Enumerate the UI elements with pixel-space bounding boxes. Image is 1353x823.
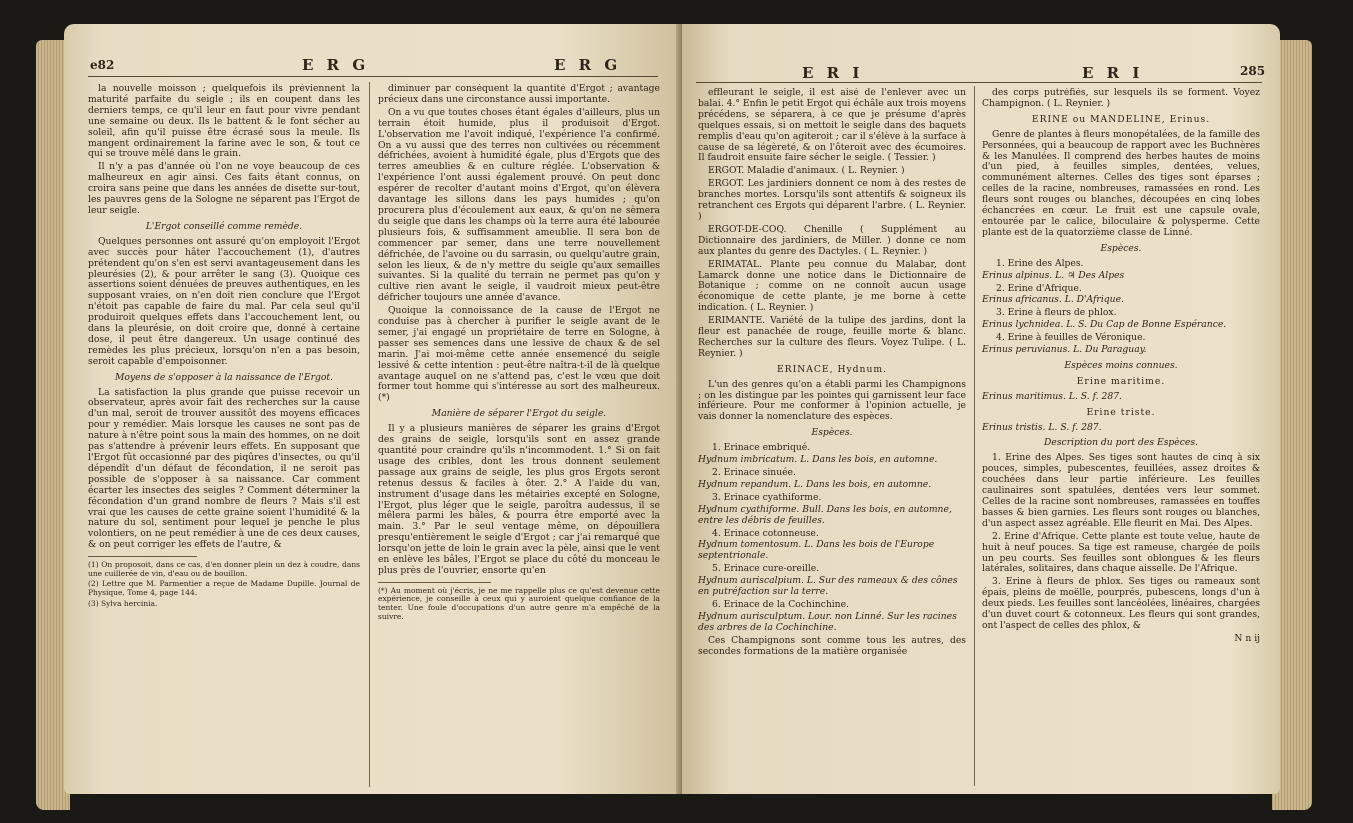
paragraph: ERIMANTE. Variété de la tulipe des jardins, dont la fleur est panachée de rouge, feuille morte & blanc. Recherches sur la culture des fleurs. Voyez Tulipe. ( L. Reynier. ) [698,315,966,359]
paragraph: On a vu que toutes choses étant égales d'ailleurs, plus un terrain étoit humide, plus il produisoit d'Ergot. L'observation me l'avoit indiqué, l'expérience l'a confirmé. On a vu aussi que des terres non cultivées ou récemment défrichées, avoient à humidité égale, plus d'Ergots que des terres ameublies & en culture réglée. L'observation & l'expérience l'ont aussi également prouvé. On peut donc espérer de recolter d'autant moins d'Ergot, qu'on élèvera davantage les sillons dans les pays humides ; qu'on procurera plus d'écoulement aux eaux, & qu'on ne sèmera du seigle que dans les champs où la terre aura été labourée plusieurs fois, & suffisamment ameublie. Il sera bon de commencer par semer, dans une terre nouvellement défrichée, de l'avoine ou du sarrasin, ou quelqu'autre grain, selon les lieux, & de n'y mettre du seigle qu'aux semailles suivantes. Si la qualité du terrain ne permet pas qu'on y cultive rien avant le seigle, il vaudroit mieux peut-être défricher toujours une année d'avance. [378,106,660,304]
species-name: 4. Erine à feuilles de Véronique. [996,332,1146,344]
footnote: (3) Sylva hercinia. [88,598,158,608]
species-latin: Erinus maritimus. L. S. f. 287. [982,390,1122,402]
paragraph: ERGOT. Maladie d'animaux. ( L. Reynier. ) [708,165,905,177]
left-column-2 [378,84,660,789]
right-page-number: 285 [1240,64,1266,78]
footnote-rule [378,582,491,583]
right-head-rule [696,82,1262,83]
paragraph: Ces Champignons sont comme tous les autres, des secondes formations de la matière organisée [698,634,966,657]
species-name: 1. Erinace embriqué. [712,442,811,454]
species-latin: Erinus alpinus. L. ♃ Des Alpes [982,269,1125,281]
paragraph: ERIMATAL. Plante peu connue du Malabar, dont Lamarck donne une notice dans le Dictionnaire de Botanique ; comme on ne connoît aucun usage économique de cette plante, je me borne à cette indication. ( L. Reynier. ) [698,258,966,314]
species-latin: Hydnum auriscalpium. L. Sur des rameaux & des cônes en putréfaction sur la terre. [698,575,958,598]
section-heading: Manière de séparer l'Ergot du seigle. [431,408,607,420]
paragraph: 3. Erine à fleurs de phlox. Ses tiges ou rameaux sont épais, pleins de moëlle, pourprés, pubescens, longs d'un à deux pieds. Les feuilles sont lancéolées, linéaires, chargées d'un duvet court & cotonneux. Les fleurs qui sont grandes, ont l'aspect de celles des phlox, & [982,576,1260,631]
species-name: 4. Erinace cotonneuse. [712,527,819,539]
paragraph: Il y a plusieurs manières de séparer les grains d'Ergot des grains de seigle, lorsqu'ils sont en assez grande quantité pour craindre qu'ils n'incommodent. 1.° Si on fait usage des cribles, dont les trous donnent seulement passage aux grains de seigle, les plus gros Ergots seront retenus dessus & faciles à ôter. 2.° A l'aide du van, instrument d'usage dans les métairies excepté en Sologne, l'Ergot, plus léger que le seigle, paroîtra audessus, il se mêlera parmi les bâles, & pourra être emporté avec la main. 3.° Par le seul ventage même, on dépouillera presqu'entièrement le seigle d'Ergot ; car j'ai remarqué que lorsqu'on jette de loin le grain avec la pèle, ainsi que le vent en enlève les bâles, l'Ergot se place du côté du monceau le plus près de l'ouvrier, ensorte qu'en [378,423,660,576]
footnote-rule [88,556,197,557]
paragraph: Quelques personnes ont assuré qu'on employoit l'Ergot avec succès pour hâter l'accouchement (1), d'autres prétendent qu'on s'en est servi avantageusement dans les pleurésies (2), & pour arrêter le sang (3). Quoique ces assertions soient dénuées de preuves authentiques, en les supposant vraies, on n'en doit rien conclure que l'Ergot n'étoit pas capable de faire du mal. Par cela seul qu'il produiroit quelques effets dans l'accouchement lent, ou dans la pleurésie, on doit croire que, donné à certaine dose, il peut être dangereux. Un usage continué des remèdes les plus précieux, lorsqu'on n'en a pas besoin, seroit capable d'empoisonner. [88,235,360,367]
paragraph: des corps putréfiés, sur lesquels ils se forment. Voyez Champignon. ( L. Reynier. ) [982,88,1260,109]
species-latin: Hydnum imbricatum. L. Dans les bois, en automne. [698,454,938,466]
species-latin: Erinus africanus. L. D'Afrique. [982,294,1124,306]
species-latin: Hydnum cyathiforme. Bull. Dans les bois, en automne, entre les débris de feuilles. [698,503,952,526]
species-name: Erine maritime. [1076,375,1166,387]
species-latin: Erinus peruvianus. L. Du Paraguay. [982,344,1147,356]
right-column-divider [974,86,975,786]
paragraph: 2. Erine d'Afrique. Cette plante est toute velue, haute de huit à neuf pouces. Sa tige est rameuse, chargée de poils un peu courts. Ses feuilles sont oblongues & les fleurs latérales, solitaires, dans chaque aisselle. De l'Afrique. [982,530,1260,575]
species-latin: Erinus lychnidea. L. S. Du Cap de Bonne Espérance. [982,319,1227,331]
species-name: 3. Erinace cyathiforme. [712,491,822,503]
entry-heading: ERINE ou MANDELINE, Erinus. [1031,113,1211,125]
paragraph: la nouvelle moisson ; quelquefois ils préviennent la maturité parfaite du seigle ; ils en coupent dans les derniers temps, ce qu'il leur en faut pour vivre pendant une semaine ou deux. Ils le battent & le font sécher au soleil, afin qu'il puisse être écrasé sous la meule. Ils mangent ordinairement la farine avec le son, & tout ce qui se trouve mêlé dans le grain. [88,84,360,160]
species-name: 1. Erine des Alpes. [996,257,1084,269]
right-column-2 [982,88,1260,788]
paragraph: 1. Erine des Alpes. Ses tiges sont hautes de cinq à six pouces, simples, pubescentes, feuillées, assez droites & couchées dans leur partie inférieure. Les feuilles caulinaires sont spatulées, dentées vers leur sommet. Celles de la racine sont nombreuses, ramassées en touffes basses & bien garnies. Les fleurs sont rouges ou blanches, d'un aspect assez agréable. Elle fleurit en Mai. Des Alpes. [982,452,1260,529]
left-column-1 [88,84,360,789]
species-name: 6. Erinace de la Cochinchine. [712,598,849,610]
description-heading: Description du port des Espèces. [1044,437,1198,449]
species-latin: Hydnum aurisculptum. Lour. non Linné. Sur les racines des arbres de la Cochinchine. [698,610,957,633]
left-running-head-2: E R G [554,56,622,74]
paragraph: La satisfaction la plus grande que puisse recevoir un observateur, après avoir fait des recherches sur la cause d'un mal, seroit de trouver aussitôt des moyens efficaces pour y remédier. Mais lorsque les causes ne sont pas de nature à n'être point sous la main des hommes, on ne doit pas s'attendre à prévenir leurs effets. En supposant que l'Ergot fût occasionné par des piqûres d'insectes, ou qu'il dépendît d'un défaut de fécondation, il ne seroit pas possible de s'opposer à sa naissance. Car comment écarter les insectes des seigles ? Comment déterminer la fécondation d'un grand nombre de fleurs ? Mais s'il est vrai que les causes de cette graine soient l'humidité & la nature du sol, sentiment pour lequel je penche le plus volontiers, on ne peut remédier à une de ces deux causes, & on peut corriger les effets de l'autre, & [88,386,360,551]
left-head-rule [88,76,658,77]
species-latin: Hydnum repandum. L. Dans les bois, en automne. [698,478,932,490]
paragraph: diminuer par conséquent la quantité d'Ergot ; avantage précieux dans une circonstance aussi importante. [378,84,660,105]
paragraph: Quoique la connoissance de la cause de l'Ergot ne conduise pas à chercher à purifier le seigle avant de le semer, j'ai engagé un propriétaire de terre en Sologne, à passer ses semences dans une lessive de chaux & de sel marin. J'ai moi-même cette année ensemencé du seigle lessivé & cette intention : peut-être naîtra-t-il de là quelque avantage auquel on ne s'attend pas, c'est le vœu que doit former tout homme qui s'intéresse au sort des malheureux. (*) [378,305,660,404]
footnote: (*) Au moment où j'écris, je ne me rappelle plus ce qu'est devenue cette expérience, je conseille à ceux qui y auroient quelque confiance de la tenter. Une foule d'occupations d'un autre genre m'a empêché de la suivre. [378,585,660,621]
section-heading: L'Ergot conseillé comme remède. [145,220,303,232]
species-name: 3. Erine à fleurs de phlox. [996,307,1117,319]
right-running-head-1: E R I [802,64,864,82]
paragraph: Il n'y a pas d'année où l'on ne voye beaucoup de ces malheureux en agir ainsi. Ces faits étant connus, on croira sans peine que dans les années de disette sur-tout, les pauvres gens de la Sologne ne séparent pas l'Ergot de leur seigle. [88,161,360,216]
section-heading: Moyens de s'opposer à la naissance de l'Ergot. [114,371,334,383]
species-name: Erine triste. [1086,406,1156,418]
signature-mark: N n ij [1234,632,1260,644]
left-page [64,24,682,794]
paragraph: L'un des genres qu'on a établi parmi les Champignons ; on les distingue par les pointes qui garnissent leur face inférieure. Pour me conformer à l'opinion actuelle, je vais donner la nomenclature des espèces. [698,378,966,423]
paragraph: ERGOT-DE-COQ. Chenille ( Supplément au Dictionnaire des jardiniers, de Miller. ) donne ce nom aux plantes du genre des Dactyles. ( L. Reynier. ) [698,223,966,257]
species-name: 2. Erine d'Afrique. [996,282,1082,294]
right-page [682,24,1280,794]
less-known-heading: Espèces moins connues. [1064,359,1178,371]
right-column-1 [698,88,966,788]
species-heading: Espèces. [1100,242,1142,254]
entry-heading: ERINACE, Hydnum. [776,363,888,375]
species-latin: Erinus tristis. L. S. f. 287. [982,421,1102,433]
species-latin: Hydnum tomentosum. L. Dans les bois de l'Europe septentrionale. [698,539,935,562]
species-name: 5. Erinace cure-oreille. [712,563,820,575]
footnote: (1) On proposoit, dans ce cas, d'en donner plein un dez à coudre, dans une cuillerée de vin, d'eau ou de bouillon. [88,560,360,578]
left-page-number: e82 [90,58,115,72]
right-running-head-2: E R I [1082,64,1144,82]
left-column-divider [369,82,370,787]
paragraph: Genre de plantes à fleurs monopétalées, de la famille des Personnées, qui a beaucoup de rapport avec les Buchnères & les Manulées. Il comprend des herbes hautes de moins d'un pied, à feuilles simples, dentées, velues, communément alternes. Celles des tiges sont éparses ; celles de la racine, nombreuses, ramassées en rond. Les fleurs sont rouges ou blanches, découpées en cinq lobes échancrées en cœur. Le fruit est une capsule ovale, entourée par le calice, biloculaire & polysperme. Cette plante est de la quatorzième classe de Linné. [982,128,1260,238]
paragraph: ERGOT. Les jardiniers donnent ce nom à des restes de branches mortes. Lorsqu'ils sont attentifs & soigneux ils retranchent ces Ergots qui déparent l'arbre. ( L. Reynier. ) [698,178,966,222]
footnote: (2) Lettre que M. Parmentier a reçue de Madame Dupille. Journal de Physique, Tome 4, page 144. [88,579,360,597]
species-heading: Espèces. [811,427,853,439]
species-name: 2. Erinace sinuée. [712,467,796,478]
paragraph: effleurant le seigle, il est aisé de l'enlever avec un balai. 4.° Enfin le petit Ergot qui échâle aux trois moyens précédens, se séparera, à ce que je présume d'après quelques essais, si on mettoit le seigle dans des baquets remplis d'eau qu'on agiteroit ; car il s'élève à la surface à cause de sa légèreté, & on l'ôteroit avec des écumoires. Il faudroit ensuite faire sécher le seigle. ( Tessier. ) [698,88,966,164]
left-running-head-1: E R G [302,56,370,74]
